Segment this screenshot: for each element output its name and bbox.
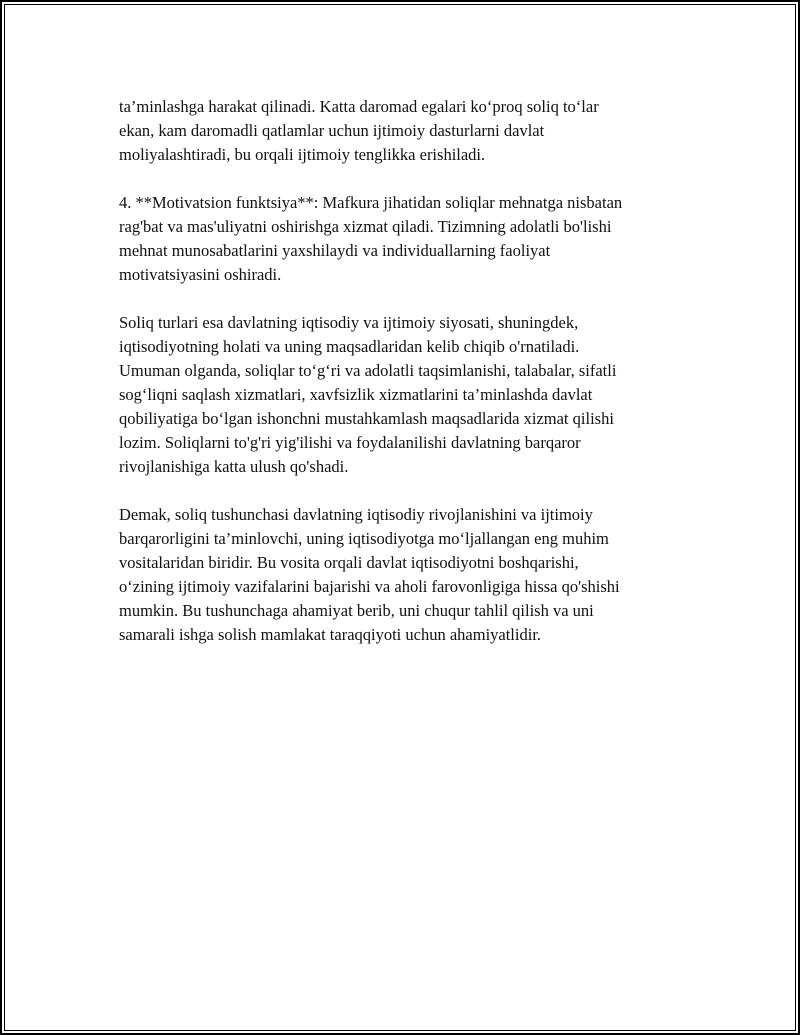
paragraph-motivational-function: 4. **Motivatsion funktsiya**: Mafkura jihatidan soliqlar mehnatga nisbatan rag'bat va mas'uliyatni oshirishga xizmat qiladi. Tizimning adolatli bo'lishi mehnat munosabatlarini yaxshilaydi va individuallarning faoliyat motivatsiyasini oshiradi.: [119, 193, 623, 284]
paragraph-tax-types: Soliq turlari esa davlatning iqtisodiy va ijtimoiy siyosati, shuningdek, iqtisodiyotning holati va uning maqsadlaridan kelib chiqib o'rnatiladi. Umuman olganda, soliqlar to‘g‘ri va adolatli taqsimlanishi, talabalar, sifatli sog‘liqni saqlash xizmatlari, xavfsizlik xizmatlarini ta’minlashda davlat qobiliyatiga bo‘lgan ishonchni mustahkamlash maqsadlarida xizmat qilishi lozim. Soliqlarni to'g'ri yig'ilishi va foydalanilishi davlatning barqaror rivojlanishiga katta ulush qo'shadi.: [119, 313, 617, 476]
paragraph-taxation-equity: ta’minlashga harakat qilinadi. Katta daromad egalari ko‘proq soliq to‘lar ekan, kam daromadli qatlamlar uchun ijtimoiy dasturlarni davlat moliyalashtiradi, bu orqali ijtimoiy tenglikka erishiladi.: [119, 97, 599, 164]
paragraph-conclusion: Demak, soliq tushunchasi davlatning iqtisodiy rivojlanishini va ijtimoiy barqarorligini ta’minlovchi, uning iqtisodiyotga mo‘ljallangan eng muhim vositalaridan biridir. Bu vosita orqali davlat iqtisodiyotni boshqarishi, o‘zining ijtimoiy vazifalarini bajarishi va aholi farovonligiga hissa qo'shishi mumkin. Bu tushunchaga ahamiyat berib, uni chuqur tahlil qilish va uni samarali ishga solish mamlakat taraqqiyoti uchun ahamiyatlidir.: [119, 505, 620, 644]
document-body: [119, 95, 679, 671]
